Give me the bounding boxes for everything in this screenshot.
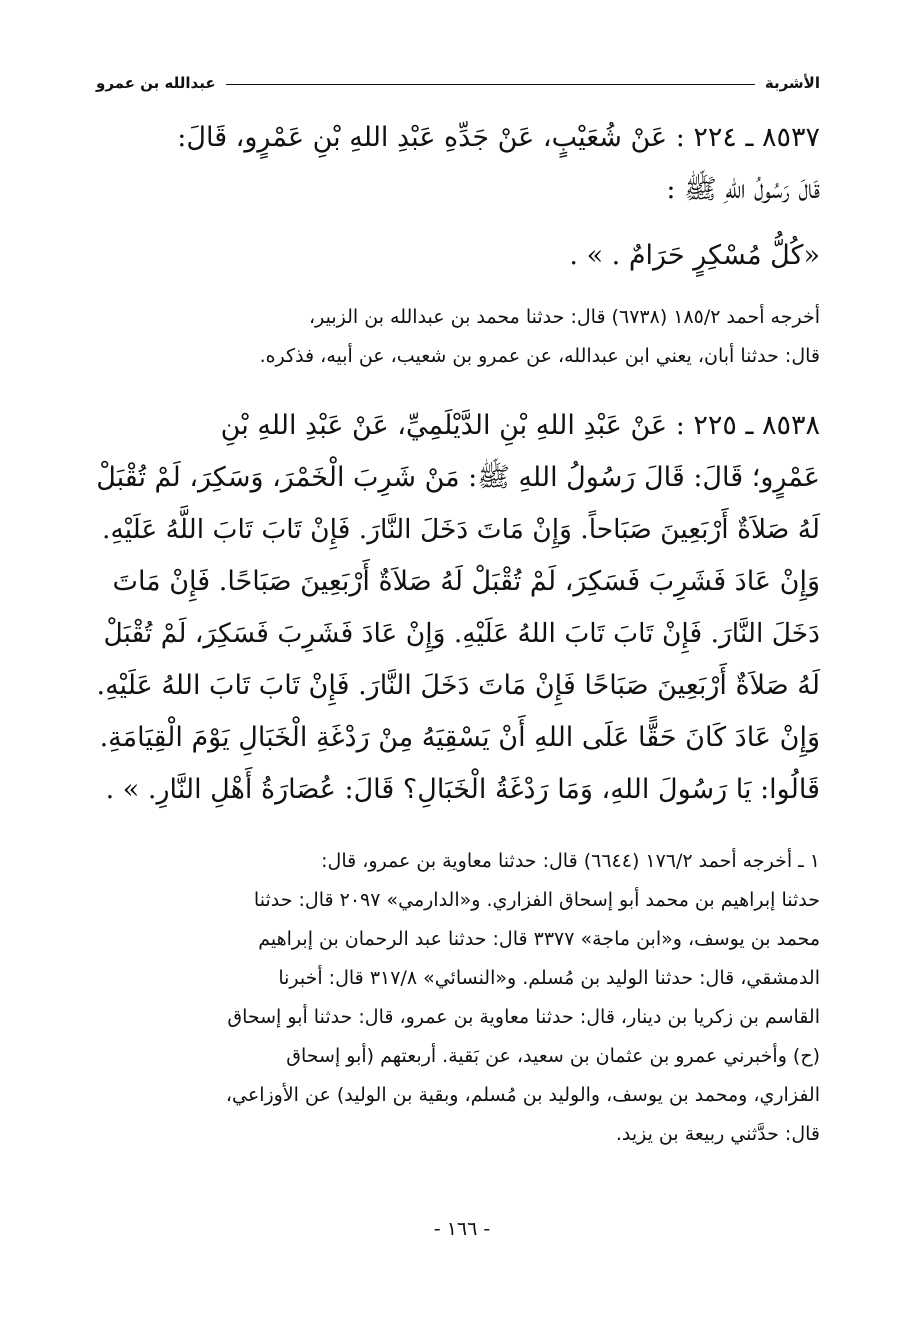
hadith-8537 [96,112,820,282]
footnote-line: أخرجه أحمد ١٨٥/٢ (٦٧٣٨) قال: حدثنا محمد بن عبدالله بن الزبير، [309,306,820,328]
footnote-line: ١ ـ أخرجه أحمد ١٧٦/٢ (٦٦٤٤) قال: حدثنا معاوية بن عمرو، قال: [321,850,820,872]
footnote-line: محمد بن يوسف، و«ابن ماجة» ٣٣٧٧ قال: حدثنا عبد الرحمان بن إبراهيم [258,928,820,950]
hadith-line: عَمْرٍو؛ قَالَ: قَالَ رَسُولُ اللهِ ﷺ: مَنْ شَرِبَ الْخَمْرَ، وَسَكِرَ، لَمْ تُقْبَلْ [96,462,820,493]
footnote-line: الدمشقي، قال: حدثنا الوليد بن مُسلم. و«النسائي» ٣١٧/٨ قال: أخبرنا [278,967,820,989]
footnote-line: قال: حدَّثني ربيعة بن يزيد. [615,1123,820,1145]
header-section-title: الأشربة [764,74,820,92]
hadith-line: دَخَلَ النَّارَ. فَإِنْ تَابَ تَابَ اللهُ عَلَيْهِ. وَإِنْ عَادَ فَشَرِبَ فَسَكِرَ، لَمْ تُقْبَلْ [103,618,820,649]
header-rule [226,84,755,85]
hadith-line: ٨٥٣٧ ـ ٢٢٤ : عَنْ شُعَيْبٍ، عَنْ جَدِّهِ عَبْدِ اللهِ بْنِ عَمْرٍو، قَالَ: [177,122,820,153]
footnote-8538 [96,842,820,1154]
hadith-text: «كُلُّ مُسْكِرٍ حَرَامٌ . » . [569,240,820,271]
page-number: - ١٦٦ - [433,1218,491,1240]
hadith-line: قَالَ رَسُولُ اللهِ ﷺ : [666,174,820,205]
running-header [96,70,820,96]
header-narrator: عبدالله بن عمرو [96,74,216,92]
hadith-line: لَهُ صَلاَةٌ أَرْبَعِينَ صَبَاحاً. وَإِنْ مَاتَ دَخَلَ النَّارَ. فَإِنْ تَابَ تَابَ اللَّهُ عَلَيْهِ. [102,514,820,545]
footnote-line: القاسم بن زكريا بن دينار، قال: حدثنا معاوية بن عمرو، قال: حدثنا أبو إسحاق [227,1006,820,1028]
hadith-8538 [96,400,820,816]
hadith-line: ٨٥٣٨ ـ ٢٢٥ : عَنْ عَبْدِ اللهِ بْنِ الدَّيْلَمِيِّ، عَنْ عَبْدِ اللهِ بْنِ [220,410,820,441]
footnote-8537 [96,298,820,376]
hadith-line: لَهُ صَلاَةٌ أَرْبَعِينَ صَبَاحًا فَإِنْ مَاتَ دَخَلَ النَّارَ. فَإِنْ تَابَ تَابَ اللهُ عَلَيْهِ. [96,670,820,701]
hadith-line: وَإِنْ عَادَ كَانَ حَقًّا عَلَى اللهِ أَنْ يَسْقِيَهُ مِنْ رَدْغَةِ الْخَبَالِ يَوْمَ الْقِيَامَةِ. [99,722,820,753]
hadith-line: قَالُوا: يَا رَسُولَ اللهِ، وَمَا رَدْغَةُ الْخَبَالِ؟ قَالَ: عُصَارَةُ أَهْلِ النَّارِ. » . [105,774,820,805]
footnote-line: قال: حدثنا أبان، يعني ابن عبدالله، عن عمرو بن شعيب، عن أبيه، فذكره. [259,345,820,367]
footnote-line: (ح) وأخبرني عمرو بن عثمان بن سعيد، عن بَقية. أربعتهم (أبو إسحاق [286,1045,820,1067]
footnote-line: الفزاري، ومحمد بن يوسف، والوليد بن مُسلم، وبقية بن الوليد) عن الأوزاعي، [225,1084,820,1106]
hadith-line: وَإِنْ عَادَ فَشَرِبَ فَسَكِرَ، لَمْ تُقْبَلْ لَهُ صَلاَةٌ أَرْبَعِينَ صَبَاحًا. فَإِنْ مَاتَ [112,566,820,597]
footnote-line: حدثنا إبراهيم بن محمد أبو إسحاق الفزاري. و«الدارمي» ٢٠٩٧ قال: حدثنا [253,889,820,911]
